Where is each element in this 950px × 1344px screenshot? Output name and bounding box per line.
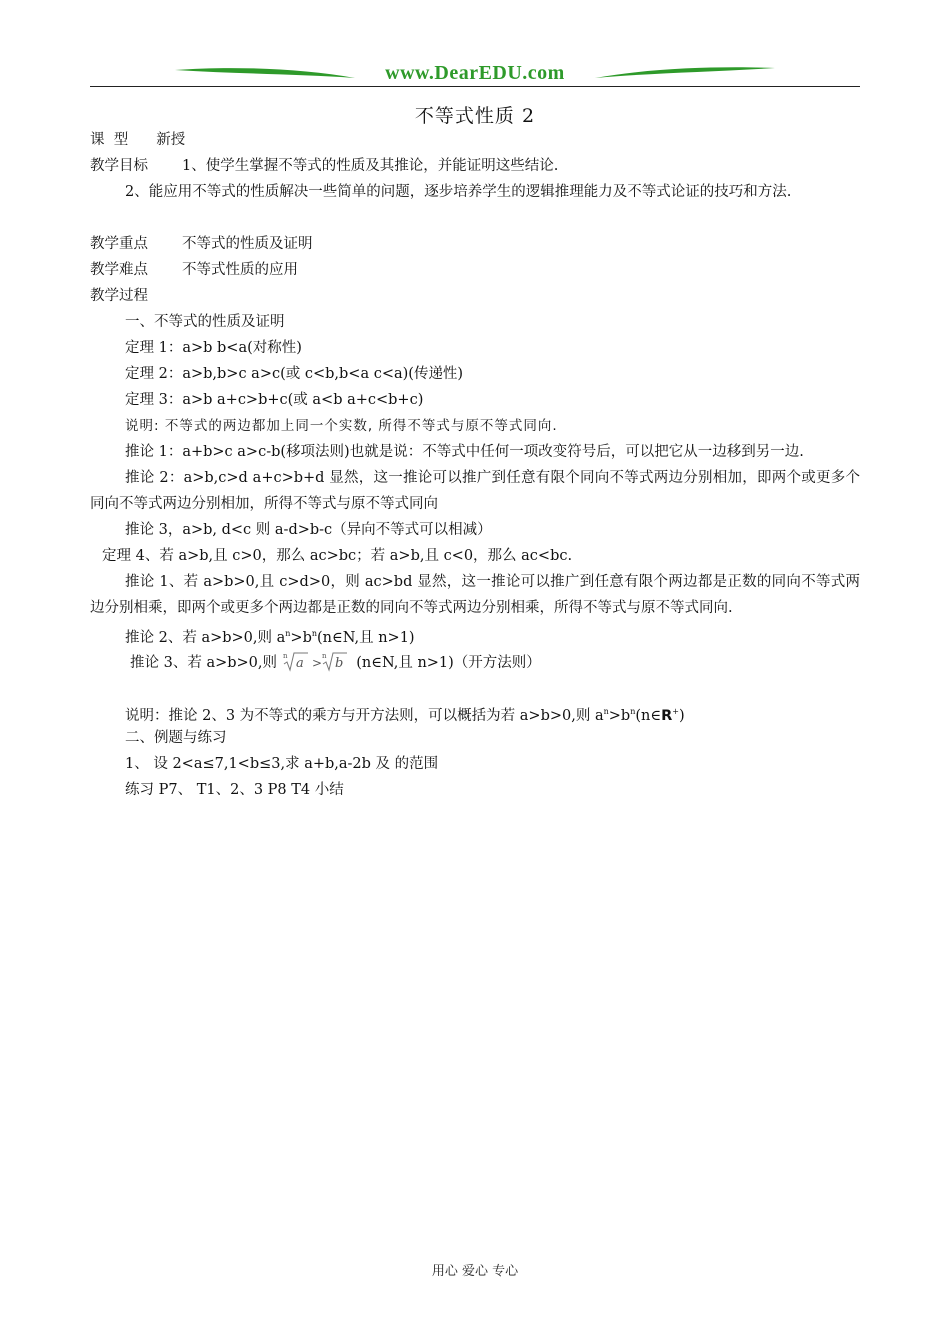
- section-heading-2: 二、例题与练习: [125, 730, 227, 746]
- note-2-exponent-b: n: [630, 707, 636, 716]
- corollary-1: 推论 1：a+b>c a>c-b(移项法则)也就是说：不等式中任何一项改变符号后，可以把它从一边移到另一边.: [125, 444, 804, 460]
- site-logo-text: www.DearEDU.com: [385, 62, 565, 84]
- corollary-2: 推论 2：a>b,c>d a+c>b+d 显然，这一推论可以推广到任意有限个同向不等式两边分别相加，即两个或更多个同向不等式两边分别相加，所得不等式与原不等式同向: [90, 470, 860, 512]
- key-point-label: 教学重点: [90, 236, 148, 252]
- svg-text:n: n: [321, 652, 327, 660]
- note-2-text-end: ): [678, 708, 685, 724]
- lesson-type-row: [90, 127, 860, 153]
- page-footer: 用心 爱心 专心: [431, 1264, 519, 1279]
- teaching-goal-row: [90, 153, 860, 179]
- teaching-goal-2: 2、能应用不等式的性质解决一些简单的问题，逐步培养学生的逻辑推理能力及不等式论证的技巧和方法.: [125, 184, 792, 200]
- corollary-3: 推论 3，a>b, d<c 则 a-d>b-c（异向不等式可以相减）: [125, 522, 492, 538]
- theorem-1: 定理 1：a>b b<a(对称性): [125, 340, 302, 356]
- t4-c3-text-pre: 推论 3、若 a>b>0,则: [130, 655, 278, 671]
- nth-root-inequality-formula: [282, 649, 352, 673]
- header-rule: [90, 86, 860, 87]
- difficulty-row: [90, 257, 860, 283]
- note-2-text-pre: 说明：推论 2、3 为不等式的乘方与开方法则，可以概括为若 a>b>0,则 a: [125, 708, 604, 724]
- note-2-exponent-a: n: [603, 707, 609, 716]
- teaching-process-label: 教学过程: [90, 288, 148, 304]
- t4-c3-text-post: (n∈N,且 n>1)（开方法则）: [356, 655, 541, 671]
- theorem-4: 定理 4、若 a>b,且 c>0，那么 ac>bc；若 a>b,且 c<0，那么 ac<bc.: [102, 548, 573, 564]
- section-heading-1: 一、不等式的性质及证明: [125, 314, 285, 330]
- note-2-real-set-symbol: R: [661, 708, 673, 724]
- note-2-real-set-plus: +: [672, 707, 679, 716]
- svg-text:b: b: [334, 656, 343, 671]
- note-2-text-post: (n∈: [635, 708, 662, 724]
- note-2-text-mid: >b: [608, 708, 631, 724]
- svg-text:a: a: [295, 656, 304, 671]
- lesson-type-value: 新授: [156, 132, 186, 148]
- theorem-4-corollary-3: [130, 649, 900, 676]
- practice-line: 练习 P7、 T1、2、3 P8 T4 小结: [125, 782, 344, 798]
- theorem-2: 定理 2：a>b,b>c a>c(或 c<b,b<a c<a)(传递性): [125, 366, 464, 382]
- lesson-type-label: 课 型: [90, 132, 129, 148]
- t4-c2-text-mid: >b: [290, 630, 312, 646]
- svg-text:>: >: [311, 656, 322, 670]
- theorem-4-corollary-2: [125, 621, 860, 651]
- key-point-row: [90, 231, 860, 257]
- t4-c2-text-pre: 推论 2、若 a>b>0,则 a: [125, 630, 286, 646]
- difficulty-value: 不等式性质的应用: [182, 262, 298, 278]
- theorem-4-corollary-1: 推论 1、若 a>b>0,且 c>d>0，则 ac>bd 显然，这一推论可以推广到任意有限个两边都是正数的同向不等式两边分别相乘，即两个或更多个两边都是正数的同向不等式两边分别相乘，所得不等式与原不等式同向.: [90, 574, 860, 616]
- page-title: 不等式性质 2: [414, 105, 536, 127]
- exercise-1: 1、 设 2<a≤7,1<b≤3,求 a+b,a-2b 及 的范围: [125, 756, 439, 772]
- svg-text:n: n: [282, 652, 288, 660]
- difficulty-label: 教学难点: [90, 262, 148, 278]
- teaching-goal-label: 教学目标: [90, 158, 148, 174]
- key-point-value: 不等式的性质及证明: [182, 236, 313, 252]
- theorem-3: 定理 3：a>b a+c>b+c(或 a<b a+c<b+c): [125, 392, 424, 408]
- note-1: 说明: 不等式的两边都加上同一个实数, 所得不等式与原不等式同向.: [125, 418, 558, 434]
- t4-c2-exponent-a: n: [285, 629, 291, 638]
- t4-c2-exponent-b: n: [311, 629, 318, 638]
- t4-c2-text-post: (n∈N,且 n>1): [317, 630, 415, 646]
- teaching-goal-1: 1、使学生掌握不等式的性质及其推论，并能证明这些结论.: [182, 158, 559, 174]
